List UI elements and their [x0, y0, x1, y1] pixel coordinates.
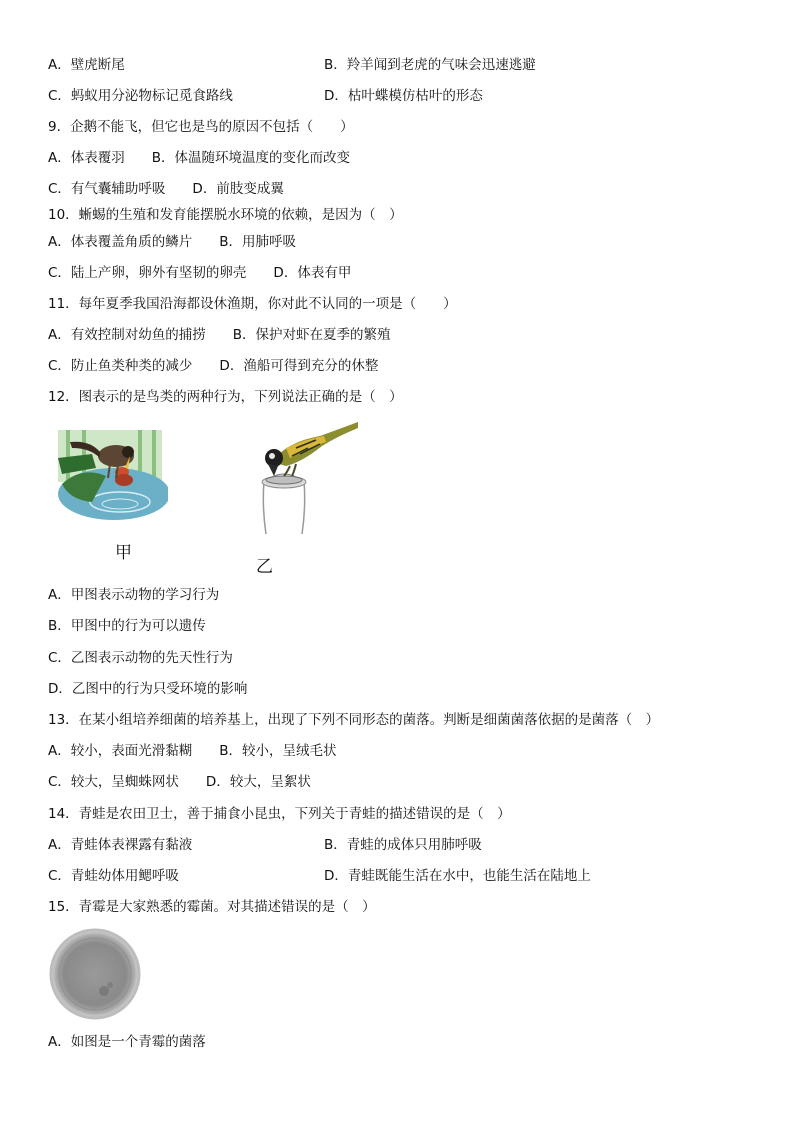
q13-options-cd: C．较大，呈蜘蛛网状 D．较大，呈絮状 [48, 774, 311, 790]
q13-options-ab: A．较小，表面光滑黏糊 B．较小，呈绒毛状 [48, 743, 337, 759]
q12-stem: 12．图表示的是鸟类的两种行为，下列说法正确的是（ ） [48, 389, 403, 405]
q9-stem: 9．企鹅不能飞，但它也是鸟的原因不包括（ ） [48, 119, 354, 135]
q8-option-a: A．壁虎断尾 [48, 57, 125, 73]
q8-option-d: D．枯叶蝶模仿枯叶的形态 [324, 88, 483, 104]
figure-caption-yi: 乙 [256, 557, 273, 577]
q9-options-cd: C．有气囊辅助呼吸 D．前肢变成翼 [48, 181, 284, 197]
q15-stem: 15．青霉是大家熟悉的霉菌。对其描述错误的是（ ） [48, 899, 376, 915]
q12-option-a: A．甲图表示动物的学习行为 [48, 587, 220, 603]
q13-stem: 13．在某小组培养细菌的培养基上，出现了下列不同形态的菌落。判断是细菌菌落依据的是菌落（ ） [48, 712, 660, 728]
penicillium-colony-figure [48, 927, 142, 1021]
bird-feeding-fish-figure [52, 428, 168, 524]
q14-option-a: A．青蛙体表裸露有黏液 [48, 837, 193, 853]
q8-option-c: C．蚂蚁用分泌物标记觅食路线 [48, 88, 233, 104]
q12-option-c: C．乙图表示动物的先天性行为 [48, 650, 233, 666]
q14-option-d: D．青蛙既能生活在水中，也能生活在陆地上 [324, 868, 591, 884]
q10-options-cd: C．陆上产卵，卵外有坚韧的卵壳 D．体表有甲 [48, 265, 352, 281]
q10-stem: 10．蜥蜴的生殖和发育能摆脱水环境的依赖，是因为（ ） [48, 207, 403, 223]
q14-option-c: C．青蛙幼体用鳃呼吸 [48, 868, 179, 884]
q12-option-b: B．甲图中的行为可以遗传 [48, 618, 206, 634]
q11-options-cd: C．防止鱼类种类的减少 D．渔船可得到充分的休整 [48, 358, 379, 374]
bird-opening-milk-bottle-figure [246, 418, 362, 534]
figure-caption-jia: 甲 [115, 543, 132, 563]
q15-option-a: A．如图是一个青霉的菌落 [48, 1034, 206, 1050]
q14-stem: 14．青蛙是农田卫士，善于捕食小昆虫，下列关于青蛙的描述错误的是（ ） [48, 806, 511, 822]
q12-option-d: D．乙图中的行为只受环境的影响 [48, 681, 248, 697]
q11-stem: 11．每年夏季我国沿海都设休渔期，你对此不认同的一项是（ ） [48, 296, 457, 312]
q8-option-b: B．羚羊闻到老虎的气味会迅速逃避 [324, 57, 536, 73]
q9-options-ab: A．体表覆羽 B．体温随环境温度的变化而改变 [48, 150, 350, 166]
q11-options-ab: A．有效控制对幼鱼的捕捞 B．保护对虾在夏季的繁殖 [48, 327, 391, 343]
q10-options-ab: A．体表覆盖角质的鳞片 B．用肺呼吸 [48, 234, 296, 250]
q14-option-b: B．青蛙的成体只用肺呼吸 [324, 837, 482, 853]
